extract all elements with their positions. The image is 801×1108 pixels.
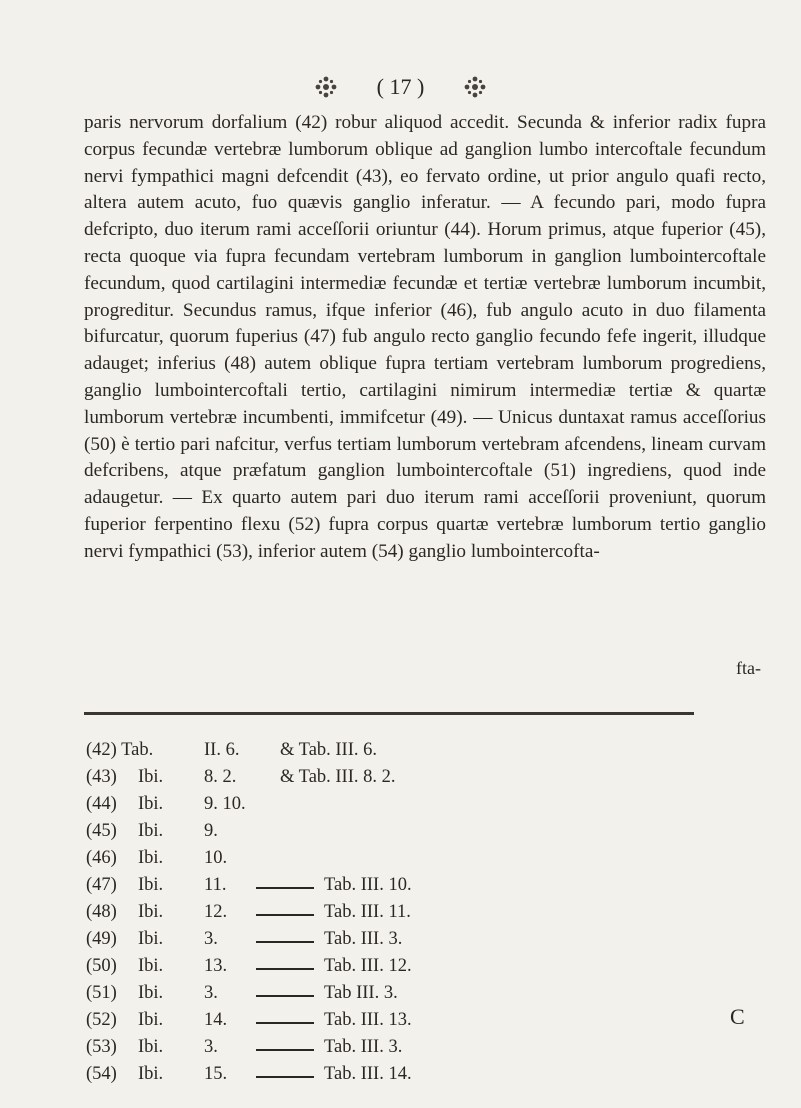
- note-dash: [256, 968, 314, 970]
- note-extra: & Tab. III. 6.: [280, 740, 378, 760]
- footnote-row: [86, 767, 726, 794]
- note-number: (47): [86, 875, 117, 895]
- note-tab: Tab. III. 3.: [324, 1037, 403, 1057]
- footnote-rule: [84, 712, 694, 715]
- note-ibi: Ibi.: [138, 1064, 164, 1084]
- note-ref: 9.: [204, 821, 218, 841]
- note-ibi: Ibi.: [138, 821, 164, 841]
- note-tab: Tab. III. 11.: [324, 902, 411, 922]
- note-number: (49): [86, 929, 117, 949]
- footnote-row: [86, 875, 726, 902]
- note-ref: 15.: [204, 1064, 228, 1084]
- footnote-row: [86, 1064, 726, 1091]
- note-dash: [256, 1076, 314, 1078]
- note-ibi: Ibi.: [138, 1037, 164, 1057]
- note-ref: 11.: [204, 875, 227, 895]
- note-dash: [256, 1049, 314, 1051]
- floral-ornament-icon: [462, 74, 488, 100]
- note-ref: 3.: [204, 929, 218, 949]
- note-dash: [256, 887, 314, 889]
- note-tab: Tab. III. 14.: [324, 1064, 412, 1084]
- note-ref: 12.: [204, 902, 228, 922]
- page-number: ( 17 ): [376, 74, 425, 99]
- note-number: (45): [86, 821, 117, 841]
- main-text: [84, 110, 766, 566]
- running-header: [0, 74, 801, 100]
- note-dash: [256, 1022, 314, 1024]
- note-tab: Tab. III. 12.: [324, 956, 412, 976]
- catchword: fta-: [736, 658, 761, 678]
- note-number: (50): [86, 956, 117, 976]
- note-ibi: Ibi.: [138, 767, 164, 787]
- note-tab: Tab. III. 3.: [324, 929, 403, 949]
- note-ref: 13.: [204, 956, 228, 976]
- note-ref: 8. 2.: [204, 767, 237, 787]
- footnote-row: [86, 740, 726, 767]
- note-dash: [256, 941, 314, 943]
- note-number: (52): [86, 1010, 117, 1030]
- note-ref: 9. 10.: [204, 794, 246, 814]
- footnote-row: [86, 821, 726, 848]
- note-tab: Tab III. 3.: [324, 983, 398, 1003]
- floral-ornament-icon: [313, 74, 339, 100]
- footnote-row: [86, 902, 726, 929]
- note-ref: 10.: [204, 848, 228, 868]
- note-ibi: Ibi.: [138, 875, 164, 895]
- note-dash: [256, 995, 314, 997]
- signature-mark: C: [730, 1004, 745, 1029]
- note-ibi: Ibi.: [138, 983, 164, 1003]
- note-tab: Tab. III. 10.: [324, 875, 412, 895]
- body-paragraph: paris nervorum dorfalium (42) robur aliquod accedit. Secunda & inferior radix fupra corpus fecundæ vertebræ lumborum oblique ad ganglion lumbo intercoftale fecundum nervi fympathici magni defcendit (43), eo fervato ordine, ut prior angulo quafi recto, altera autem acuto, fuo quævis ganglio inferatur. — A fecundo pari, modo fupra defcripto, duo iterum rami acceſſorii oriuntur (44). Horum primus, atque fuperior (45), recta quoque via fupra fecundam vertebram lumborum in ganglion lumbointercoftale fecundum, quod cartilagini intermediæ fecundæ et tertiæ vertebræ lumborum incumbit, progreditur. Secundus ramus, ifque inferior (46), fub angulo acuto in duo filamenta bifurcatur, quorum fuperius (47) fub angulo recto ganglio fecundo fefe ingerit, illudque adauget; inferius (48) autem oblique fupra tertiam vertebram lumborum progrediens, ganglio lumbointercoftali tertio, cartilagini nimirum intermediæ tertiæ & quartæ lumborum vertebræ incumbenti, immifcetur (49). — Unicus duntaxat ramus acceſſorius (50) è tertio pari nafcitur, verfus tertiam lumborum vertebram afcendens, lineam curvam defcribens, atque præfatum ganglion lumbointercoftale (51) ingrediens, quod inde adaugetur. — Ex quarto autem pari duo iterum rami acceſſorii proveniunt, quorum fuperior ferpentino flexu (52) fupra corpus quartæ vertebræ lumborum tertio ganglio nervi fympathici (53), inferior autem (54) ganglio lumbointercofta-: [84, 112, 766, 562]
- note-number: (53): [86, 1037, 117, 1057]
- note-ibi: Ibi.: [138, 794, 164, 814]
- note-ibi: Ibi.: [138, 929, 164, 949]
- note-ref: II. 6.: [204, 740, 240, 760]
- note-number: (44): [86, 794, 117, 814]
- note-ibi: Ibi.: [138, 1010, 164, 1030]
- footnote-row: [86, 848, 726, 875]
- footnote-row: [86, 794, 726, 821]
- note-ibi: Ibi.: [138, 956, 164, 976]
- note-tab: Tab. III. 13.: [324, 1010, 412, 1030]
- footnote-row: [86, 1037, 726, 1064]
- note-number: (43): [86, 767, 117, 787]
- footnote-row: [86, 1010, 726, 1037]
- note-number: (51): [86, 983, 117, 1003]
- note-ref: 3.: [204, 1037, 218, 1057]
- footnote-row: [86, 929, 726, 956]
- note-ibi: Ibi.: [138, 902, 164, 922]
- note-dash: [256, 914, 314, 916]
- note-ref: 3.: [204, 983, 218, 1003]
- note-extra: & Tab. III. 8. 2.: [280, 767, 396, 787]
- footnote-row: [86, 983, 726, 1010]
- note-ref: 14.: [204, 1010, 228, 1030]
- footnote-row: [86, 956, 726, 983]
- footnotes: [86, 740, 726, 1091]
- note-number: (54): [86, 1064, 117, 1084]
- note-number: (46): [86, 848, 117, 868]
- note-number: (48): [86, 902, 117, 922]
- note-number: (42) Tab.: [86, 740, 154, 760]
- note-ibi: Ibi.: [138, 848, 164, 868]
